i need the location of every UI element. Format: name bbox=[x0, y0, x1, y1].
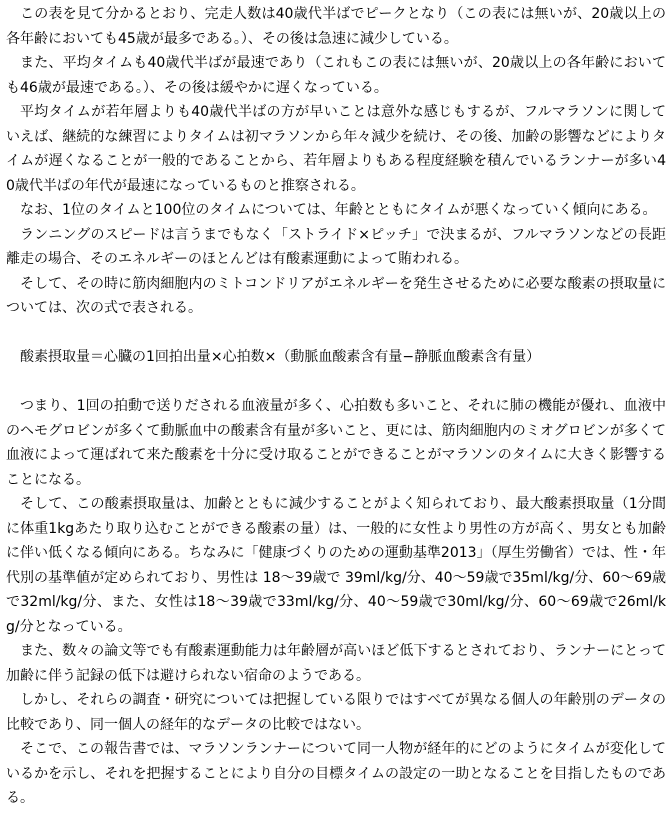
paragraph-report-purpose: そこで、この報告書では、マラソンランナーについて同一人物が経年的にどのようにタイムが変化しているかを示し、それを把握することにより自分の目標タイムの設定の一助となることを目指したものである。 bbox=[6, 741, 666, 806]
paragraph-running-speed: ランニングのスピードは言うまでもなく「ストライド×ピッチ」で決まるが、フルマラソンなどの長距離走の場合、そのエネルギーのほとんどは有酸素運動によって賄われる。 bbox=[6, 226, 666, 267]
paragraph-max-oxygen-intake: そして、この酸素摂取量は、加齢とともに減少することがよく知られており、最大酸素摂取量（1分間に体重1kgあたり取り込むことができる酸素の量）は、一般的に女性より男性の方が高く、男女とも加齢に伴い低くなる傾向にある。ちなみに「健康づくりのための運動基準2013」（厚生労働省）では、性・年代別の基準値が定められており、男性は 18～39歳で 39ml/kg/分、40～59歳で35ml/kg/分、60～69歳で32ml/kg/分、また、女性は18～39歳で33ml/kg/分、40～59歳で30ml/kg/分、60～69歳で26ml/kg/分となっている。 bbox=[6, 496, 666, 635]
paragraph-finishers-peak: この表を見て分かるとおり、完走人数は40歳代半ばでピークとなり（この表には無いが、20歳以上の各年齢においても45歳が最多である。）、その後は急速に減少している。 bbox=[6, 6, 666, 47]
spacer bbox=[6, 370, 666, 395]
paragraph-oxygen-intake-intro: そして、その時に筋肉細胞内のミトコンドリアがエネルギーを発生させるために必要な酸素の摂取量については、次の式で表される。 bbox=[6, 275, 666, 316]
paragraph-formula-explanation: つまり、1回の拍動で送りだされる血液量が多く、心拍数も多いこと、それに肺の機能が優れ、血液中のヘモグロビンが多くて動脈血中の酸素含有量が多いこと、更には、筋肉細胞内のミオグロビンが多くて血液によって運ばれて来た酸素を十分に受け取ることができることがマラソンのタイムに大きく影響することになる。 bbox=[6, 398, 666, 488]
paragraph-experience: 平均タイムが若年層よりも40歳代半ばの方が早いことは意外な感じもするが、フルマラソンに関していえば、継続的な練習によりタイムは初マラソンから年々減少を続け、その後、加齢の影響などによりタイムが遅くなることが一般的であることから、若年層よりもある程度経験を積んでいるランナーが多い40歳代半ばの年代が最速になっているものと推察される。 bbox=[6, 104, 666, 194]
paragraph-rank-times: なお、1位のタイムと100位のタイムについては、年齢とともにタイムが悪くなっていく傾向にある。 bbox=[20, 202, 657, 218]
paragraph-research-limits: しかし、それらの調査・研究については把握している限りではすべてが異なる個人の年齢別のデータの比較であり、同一個人の経年的なデータの比較ではない。 bbox=[6, 692, 666, 733]
oxygen-intake-formula: 酸素摂取量＝心臓の1回拍出量×心拍数×（動脈血酸素含有量−静脈血酸素含有量） bbox=[20, 349, 541, 365]
spacer bbox=[6, 321, 666, 346]
paragraph-aging-decline: また、数々の論文等でも有酸素運動能力は年齢層が高いほど低下するとされており、ランナーにとって加齢に伴う記録の低下は避けられない宿命のようである。 bbox=[6, 643, 666, 684]
document-body bbox=[6, 2, 666, 811]
paragraph-average-time: また、平均タイムも40歳代半ばが最速であり（これもこの表には無いが、20歳以上の各年齢においても46歳が最速である。）、その後は緩やかに遅くなっている。 bbox=[6, 55, 666, 96]
